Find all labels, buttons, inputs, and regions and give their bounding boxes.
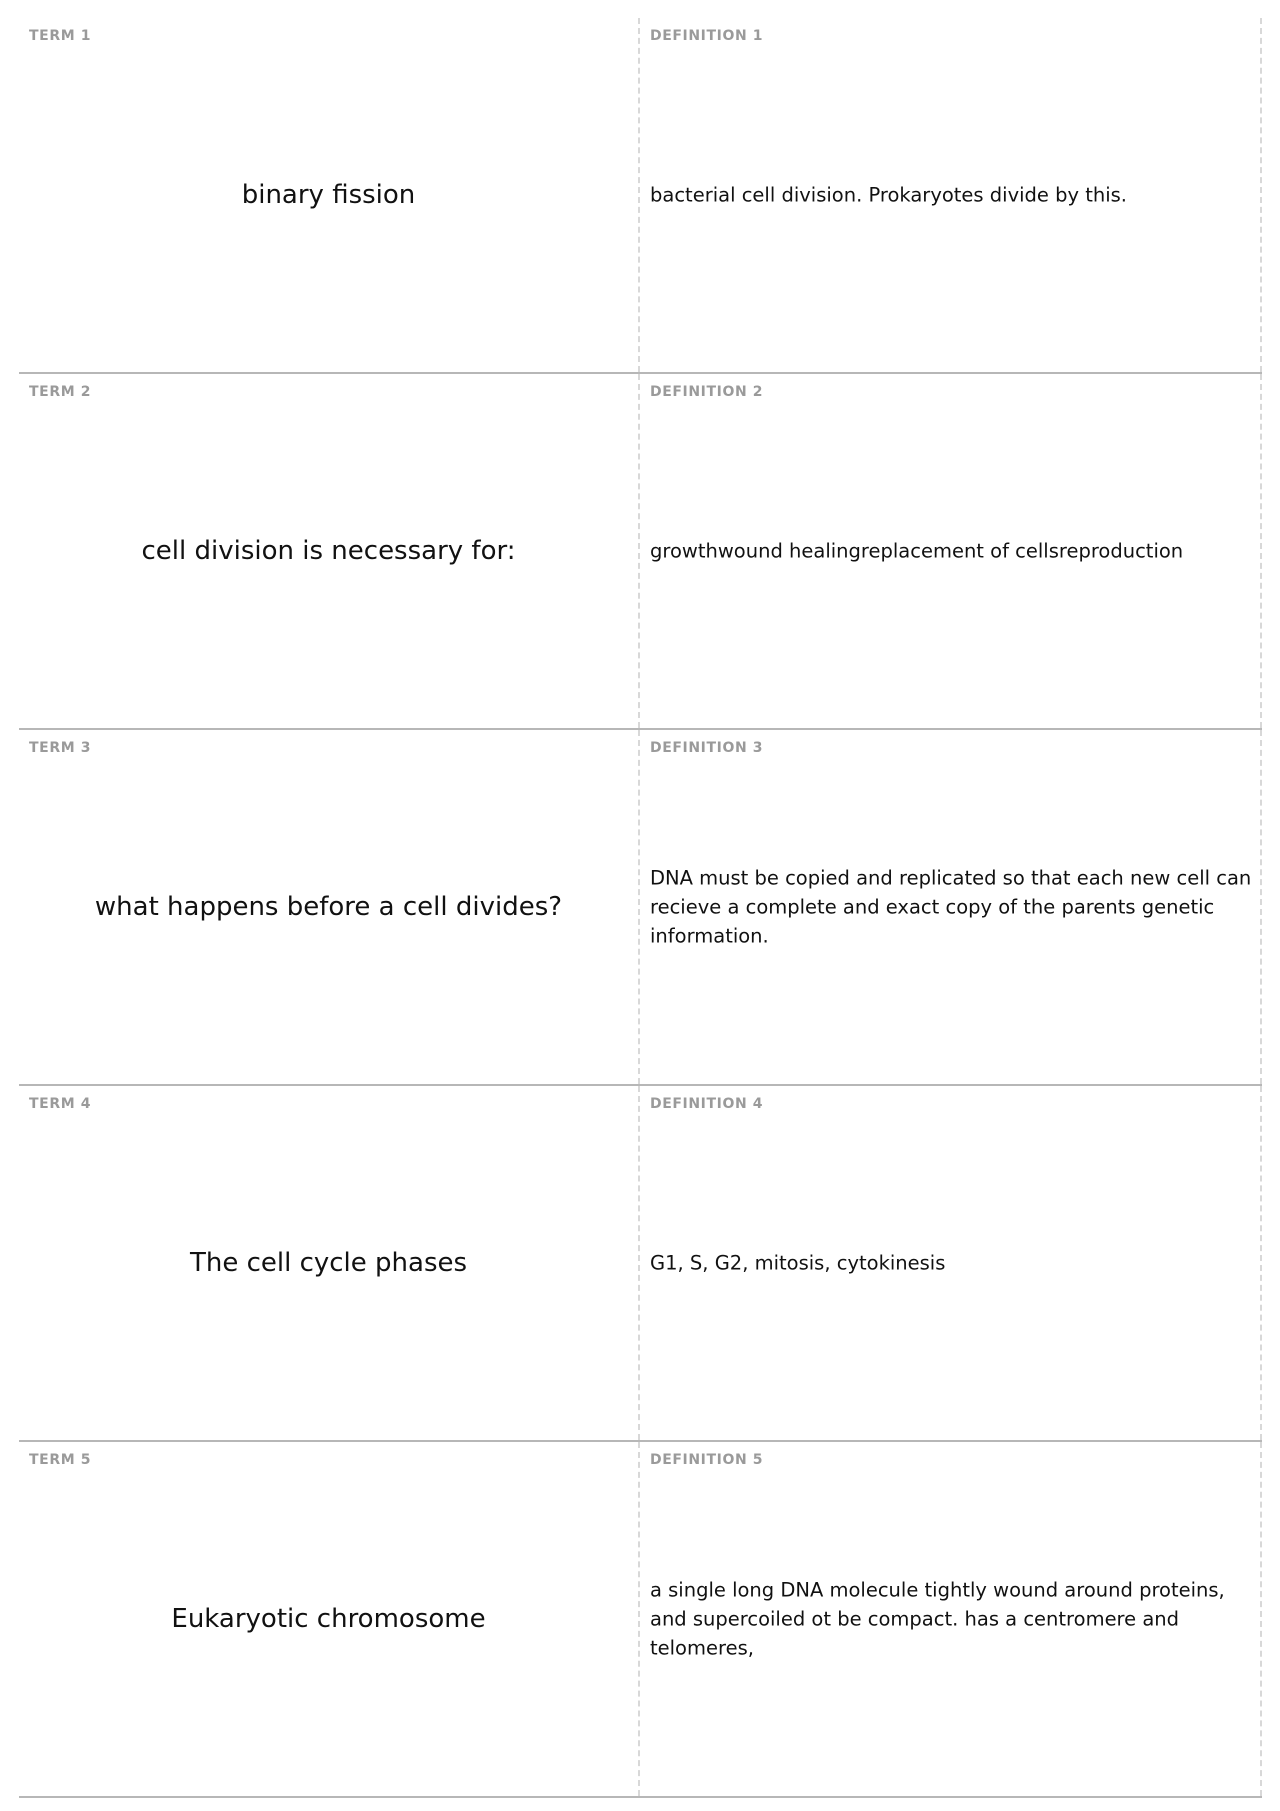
term-label: TERM 5 <box>29 1452 92 1468</box>
term-text: what happens before a cell divides? <box>94 892 563 922</box>
definition-cell <box>640 1086 1262 1440</box>
term-cell <box>19 1086 640 1440</box>
definition-text: DNA must be copied and replicated so that each new cell can recieve a complete and exact copy of the parents genetic information. <box>650 866 1252 948</box>
definition-label: DEFINITION 3 <box>650 740 764 756</box>
term-text: The cell cycle phases <box>189 1248 468 1278</box>
definition-text: growthwound healingreplacement of cellsreproduction <box>650 539 1184 563</box>
definition-cell <box>640 730 1262 1084</box>
definition-label: DEFINITION 5 <box>650 1452 764 1468</box>
term-cell <box>19 18 640 372</box>
definition-cell <box>640 374 1262 728</box>
term-cell <box>19 1442 640 1796</box>
term-label: TERM 2 <box>29 384 92 400</box>
definition-label: DEFINITION 1 <box>650 28 764 44</box>
definition-label: DEFINITION 2 <box>650 384 764 400</box>
term-label: TERM 1 <box>29 28 92 44</box>
term-text: Eukaryotic chromosome <box>171 1604 486 1634</box>
flashcard-row <box>19 374 1262 730</box>
definition-cell <box>640 18 1262 372</box>
definition-text: G1, S, G2, mitosis, cytokinesis <box>650 1251 946 1275</box>
definition-text: bacterial cell division. Prokaryotes divide by this. <box>650 183 1128 207</box>
term-cell <box>19 374 640 728</box>
flashcard-sheet <box>19 18 1262 1798</box>
definition-text: a single long DNA molecule tightly wound around proteins, and supercoiled ot be compact. has a centromere and telomeres, <box>650 1578 1225 1660</box>
definition-cell <box>640 1442 1262 1796</box>
flashcard-row <box>19 18 1262 374</box>
term-text: cell division is necessary for: <box>141 536 516 566</box>
term-text: binary fission <box>241 180 416 210</box>
flashcard-row <box>19 1442 1262 1798</box>
flashcard-row <box>19 730 1262 1086</box>
term-label: TERM 3 <box>29 740 92 756</box>
term-label: TERM 4 <box>29 1096 92 1112</box>
flashcard-row <box>19 1086 1262 1442</box>
term-cell <box>19 730 640 1084</box>
definition-label: DEFINITION 4 <box>650 1096 764 1112</box>
